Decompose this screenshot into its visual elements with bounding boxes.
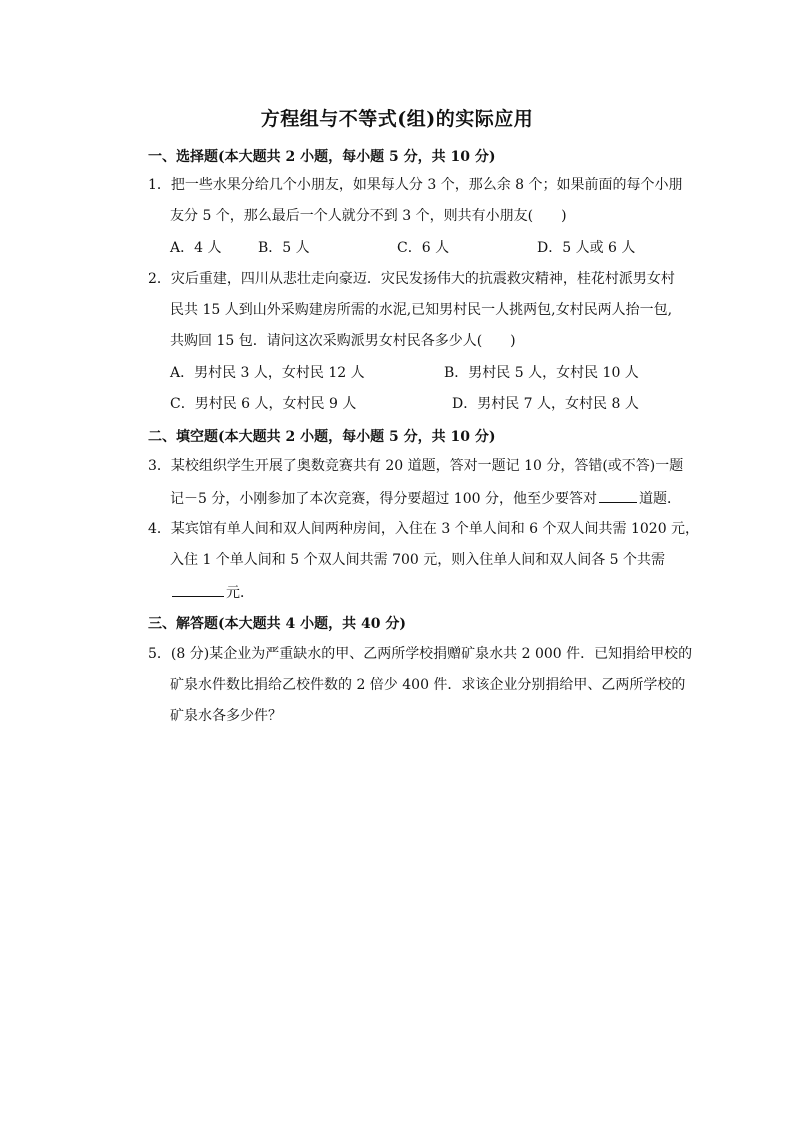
section-heading-solve: 三、解答题(本大题共 4 小题，共 40 分) (148, 616, 406, 632)
answer-blank-4[interactable] (172, 582, 224, 597)
question-5-line-2: 矿泉水件数比捐给乙校件数的 2 倍少 400 件．求该企业分别捐给甲、乙两所学校的 (170, 677, 686, 693)
question-4-line-1: 4．某宾馆有单人间和双人间两种房间，入住在 3 个单人间和 6 个双人间共需 1020 元， (148, 521, 700, 537)
question-2-option-b: B．男村民 5 人，女村民 10 人 (444, 365, 639, 381)
page-title: 方程组与不等式(组)的实际应用 (260, 108, 534, 130)
question-1-line-1: 1．把一些水果分给几个小朋友，如果每人分 3 个，那么余 8 个；如果前面的每个小朋 (148, 177, 683, 193)
question-3-line-2 (170, 488, 681, 508)
question-5-line-3: 矿泉水各多少件？ (170, 708, 282, 724)
question-3-line-2-tail: 道题． (638, 491, 681, 507)
question-5-line-1: 5．(8 分)某企业为严重缺水的甲、乙两所学校捐赠矿泉水共 2 000 件．已知捐给甲校的 (148, 646, 693, 662)
question-1-option-c: C．6 人 (397, 240, 450, 256)
question-4-line-3-tail: 元． (226, 585, 254, 601)
section-heading-fill: 二、填空题(本大题共 2 小题，每小题 5 分，共 10 分) (148, 429, 496, 445)
question-2-line-3: 共购回 15 包．请问这次采购派男女村民各多少人( ) (170, 333, 516, 349)
question-2-option-a: A．男村民 3 人，女村民 12 人 (170, 365, 365, 381)
question-3-line-2-text: 记－5 分，小刚参加了本次竞赛，得分要超过 100 分，他至少要答对 (170, 491, 597, 507)
question-4-line-2: 入住 1 个单人间和 5 个双人间共需 700 元，则入住单人间和双人间各 5 个共需 (170, 552, 666, 568)
answer-blank-3[interactable] (599, 488, 637, 503)
question-3-line-1: 3．某校组织学生开展了奥数竞赛共有 20 道题，答对一题记 10 分，答错(或不答)一题 (148, 458, 684, 474)
question-2-option-c: C．男村民 6 人，女村民 9 人 (170, 396, 357, 412)
question-1-option-b: B．5 人 (258, 240, 310, 256)
question-4-line-3 (170, 582, 254, 602)
question-2-option-d: D．男村民 7 人，女村民 8 人 (452, 396, 639, 412)
question-2-line-1: 2．灾后重建，四川从悲壮走向豪迈．灾民发扬伟大的抗震救灾精神，桂花村派男女村 (148, 271, 675, 287)
question-1-option-d: D．5 人或 6 人 (537, 240, 636, 256)
question-1-option-a: A．4 人 (170, 240, 222, 256)
question-2-line-2: 民共 15 人到山外采购建房所需的水泥,已知男村民一人挑两包,女村民两人抬一包, (170, 302, 673, 318)
question-1-line-2: 友分 5 个，那么最后一个人就分不到 3 个，则共有小朋友( ) (170, 208, 567, 224)
section-heading-choice: 一、选择题(本大题共 2 小题，每小题 5 分，共 10 分) (148, 149, 496, 165)
